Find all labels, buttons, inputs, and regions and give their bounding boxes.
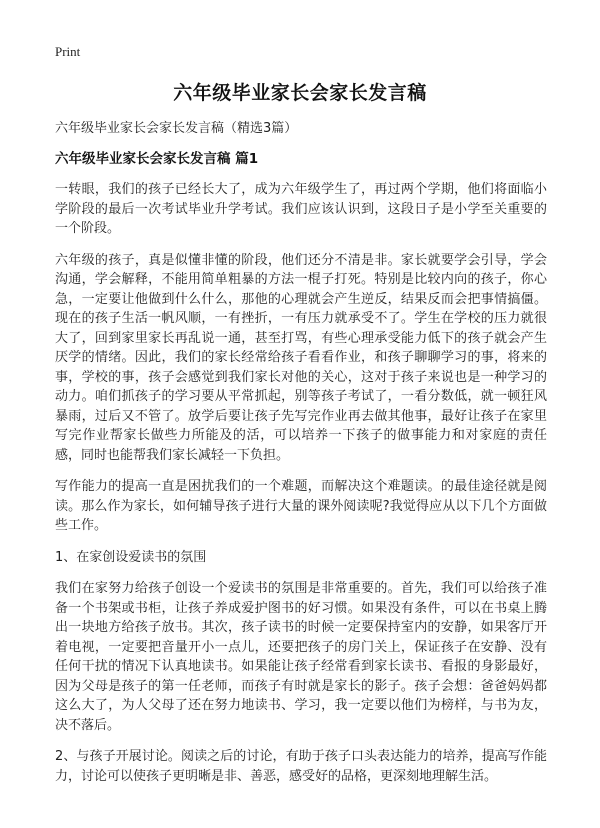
item-1-heading: 1、在家创设爱读书的氛围 bbox=[55, 549, 207, 565]
page-title: 六年级毕业家长会家长发言稿 bbox=[173, 82, 427, 104]
print-link[interactable]: Print bbox=[55, 44, 81, 59]
item-1-body: 我们在家努力给孩子创设一个爱读书的氛围是非常重要的。首先，我们可以给孩子准备一个书架或书柜，让孩子养成爱护图书的好习惯。如果没有条件，可以在书桌上腾出一块地方给孩子放书。其次，孩子读书的时候一定要保持室内的安静，如果客厅开着电视，一定要把音量开小一点儿，还要把孩子的房门关上，保证孩子在安静、没有任何干扰的情况下认真地读书。如果能让孩子经常看到家长读书、看报的身影最好，因为父母是孩子的第一任老师，而孩子有时就是家长的影子。孩子会想：爸爸妈妈都这么大了，为人父母了还在努力地读书、学习，我一定要以他们为榜样，与书为友，决不落后。 bbox=[55, 581, 547, 733]
paragraph-writing: 写作能力的提高一直是困扰我们的一个难题，而解决这个难题读。的最佳途径就是阅读。那么作为家长，如何辅导孩子进行大量的课外阅读呢?我觉得应从以下几个方面做些工作。 bbox=[55, 479, 547, 533]
document-subtitle: 六年级毕业家长会家长发言稿（精选3篇） bbox=[55, 121, 298, 136]
section-heading: 六年级毕业家长会家长发言稿 篇1 bbox=[55, 151, 259, 167]
document-body bbox=[55, 120, 547, 798]
paragraph-intro: 一转眼，我们的孩子已经长大了，成为六年级学生了，再过两个学期，他们将面临小学阶段的最后一次考试毕业升学考试。我们应该认识到，这段日子是小学至关重要的一个阶段。 bbox=[55, 182, 547, 236]
item-2: 2、与孩子开展讨论。阅读之后的讨论，有助于孩子口头表达能力的培养，提高写作能力，讨论可以使孩子更明晰是非、善恶，感受好的品格，更深刻地理解生活。 bbox=[55, 749, 547, 784]
paragraph-guidance: 六年级的孩子，真是似懂非懂的阶段，他们还分不清是非。家长就要学会引导，学会沟通，学会解释，不能用简单粗暴的方法一棍子打死。特别是比较内向的孩子，你心急，一定要让他做到什么什么，那他的心理就会产生逆反，结果反而会把事情搞僵。现在的孩子生活一帆风顺，一有挫折，一有压力就承受不了。学生在学校的压力就很大了，回到家里家长再乱说一通，甚至打骂，有些心理承受能力低下的孩子就会产生厌学的情绪。因此，我们的家长经常给孩子看看作业，和孩子聊聊学习的事，将来的事，学校的事，孩子会感觉到我们家长对他的关心，这对于孩子来说也是一种学习的动力。咱们抓孩子的学习要从平常抓起，别等孩子考试了，一看分数低，就一顿狂风暴雨，过后又不管了。放学后要让孩子先写完作业再去做其他事，最好让孩子在家里写完作业帮家长做些力所能及的活，可以培养一下孩子的做事能力和对家庭的责任感，同时也能帮我们家长减轻一下负担。 bbox=[55, 252, 547, 463]
